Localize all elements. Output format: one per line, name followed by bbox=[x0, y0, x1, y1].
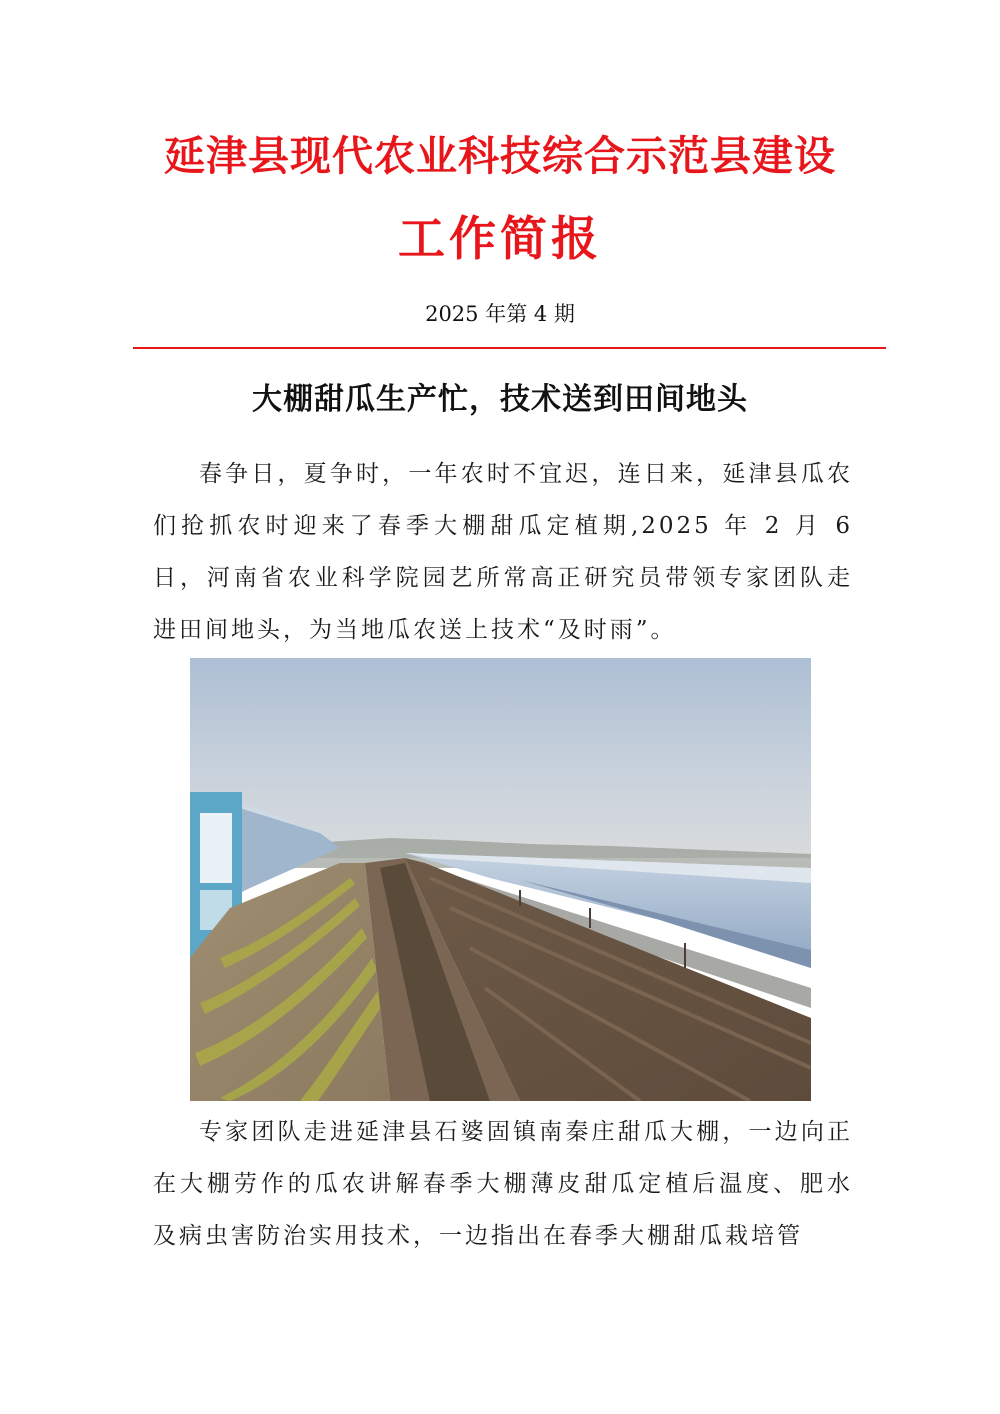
article-paragraph-1: 春争日，夏争时，一年农时不宜迟，连日来，延津县瓜农们抢抓农时迎来了春季大棚甜瓜定植期,2025 年 2 月 6 日，河南省农业科学院园艺所常高正研究员带领专家团队走进田间地头，为当地瓜农送上技术“及时雨”。 bbox=[153, 461, 853, 643]
masthead-subtitle: 工作简报 bbox=[398, 212, 602, 267]
issue-number: 2025 年第 4 期 bbox=[425, 302, 575, 326]
greenhouse-field-photo bbox=[190, 658, 811, 1101]
article-title: 大棚甜瓜生产忙，技术送到田间地头 bbox=[252, 382, 748, 417]
red-divider bbox=[133, 347, 886, 349]
article-paragraph-2: 专家团队走进延津县石婆固镇南秦庄甜瓜大棚，一边向正在大棚劳作的瓜农讲解春季大棚薄皮甜瓜定植后温度、肥水及病虫害防治实用技术，一边指出在春季大棚甜瓜栽培管 bbox=[153, 1119, 853, 1249]
masthead-title: 延津县现代农业科技综合示范县建设 bbox=[164, 132, 836, 180]
